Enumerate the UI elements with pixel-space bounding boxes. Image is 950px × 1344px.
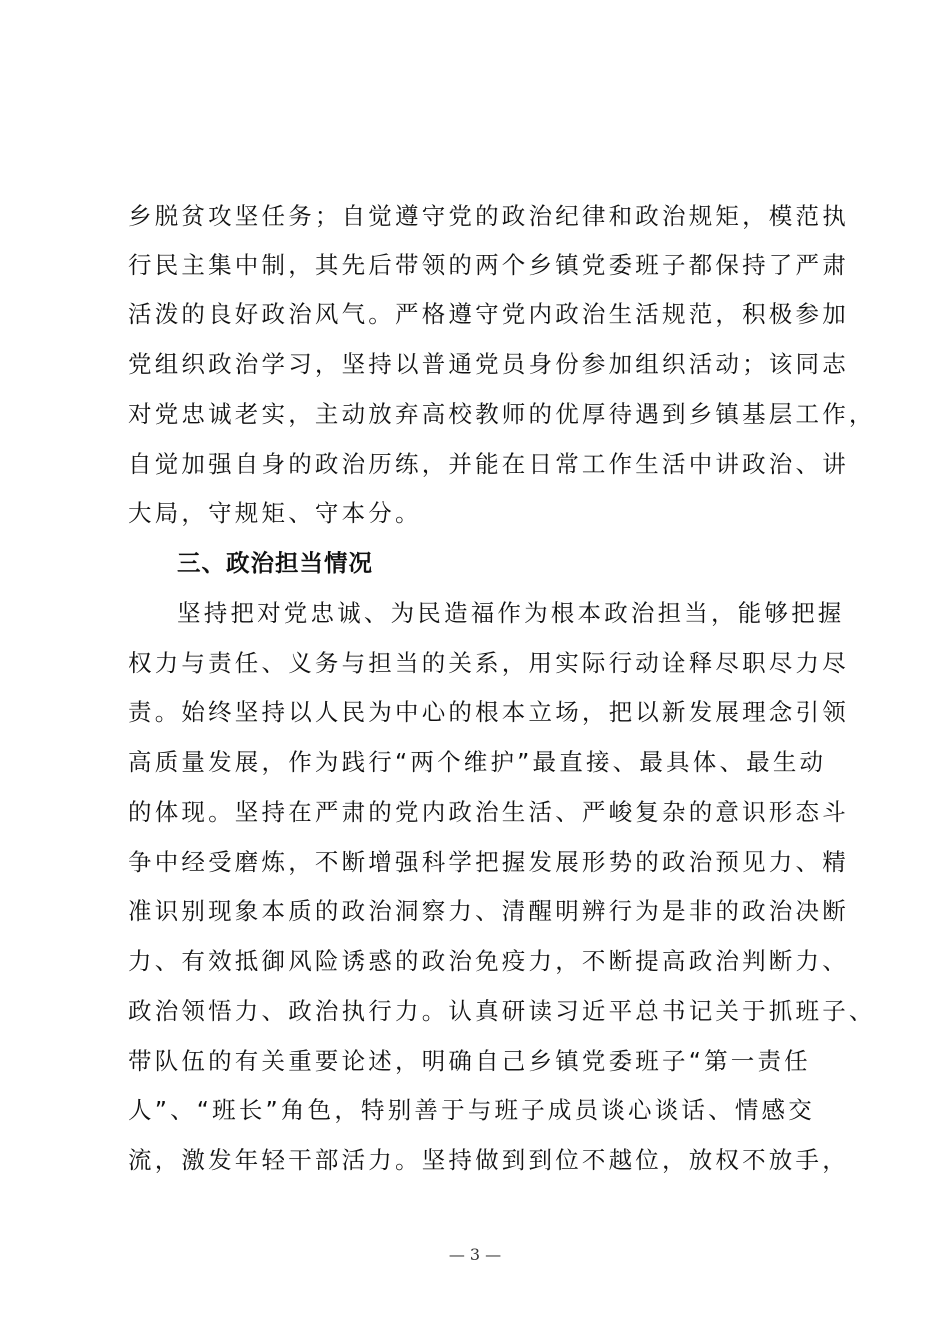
paragraph-line: 活泼的良好政治风气。严格遵守党内政治生活规范，积极参加 xyxy=(128,300,849,328)
paragraph-line: 争中经受磨炼，不断增强科学把握发展形势的政治预见力、精 xyxy=(128,848,849,876)
paragraph-line: 权力与责任、义务与担当的关系，用实际行动诠释尽职尽力尽 xyxy=(128,649,849,677)
paragraph-line: 乡脱贫攻坚任务；自觉遵守党的政治纪律和政治规矩，模范执 xyxy=(128,202,849,230)
paragraph-line: 责。始终坚持以人民为中心的根本立场，把以新发展理念引领 xyxy=(128,698,849,726)
paragraph-line: 高质量发展，作为践行“两个维护”最直接、最具体、最生动 xyxy=(128,748,827,776)
paragraph-line: 的体现。坚持在严肃的党内政治生活、严峻复杂的意识形态斗 xyxy=(128,798,849,826)
page-number: — 3 — xyxy=(448,1245,502,1264)
paragraph-line: 人”、“班长”角色，特别善于与班子成员谈心谈话、情感交 xyxy=(128,1096,815,1124)
section-heading: 三、政治担当情况 xyxy=(177,549,373,577)
paragraph-line: 大局，守规矩、守本分。 xyxy=(128,499,422,527)
paragraph-line: 准识别现象本质的政治洞察力、清醒明辨行为是非的政治决断 xyxy=(128,897,849,925)
paragraph-line: 对党忠诚老实，主动放弃高校教师的优厚待遇到乡镇基层工作， xyxy=(128,400,876,428)
paragraph-line: 流，激发年轻干部活力。坚持做到到位不越位，放权不放手， xyxy=(128,1146,849,1174)
paragraph-line: 自觉加强自身的政治历练，并能在日常工作生活中讲政治、讲 xyxy=(128,450,849,478)
paragraph-line: 行民主集中制，其先后带领的两个乡镇党委班子都保持了严肃 xyxy=(128,251,849,279)
paragraph-line: 力、有效抵御风险诱惑的政治免疫力，不断提高政治判断力、 xyxy=(128,947,849,975)
paragraph-line: 坚持把对党忠诚、为民造福作为根本政治担当，能够把握 xyxy=(177,599,845,627)
paragraph-line: 带队伍的有关重要论述，明确自己乡镇党委班子“第一责任 xyxy=(128,1047,811,1075)
paragraph-line: 党组织政治学习，坚持以普通党员身份参加组织活动；该同志 xyxy=(128,350,849,378)
paragraph-line: 政治领悟力、政治执行力。认真研读习近平总书记关于抓班子、 xyxy=(128,997,876,1025)
